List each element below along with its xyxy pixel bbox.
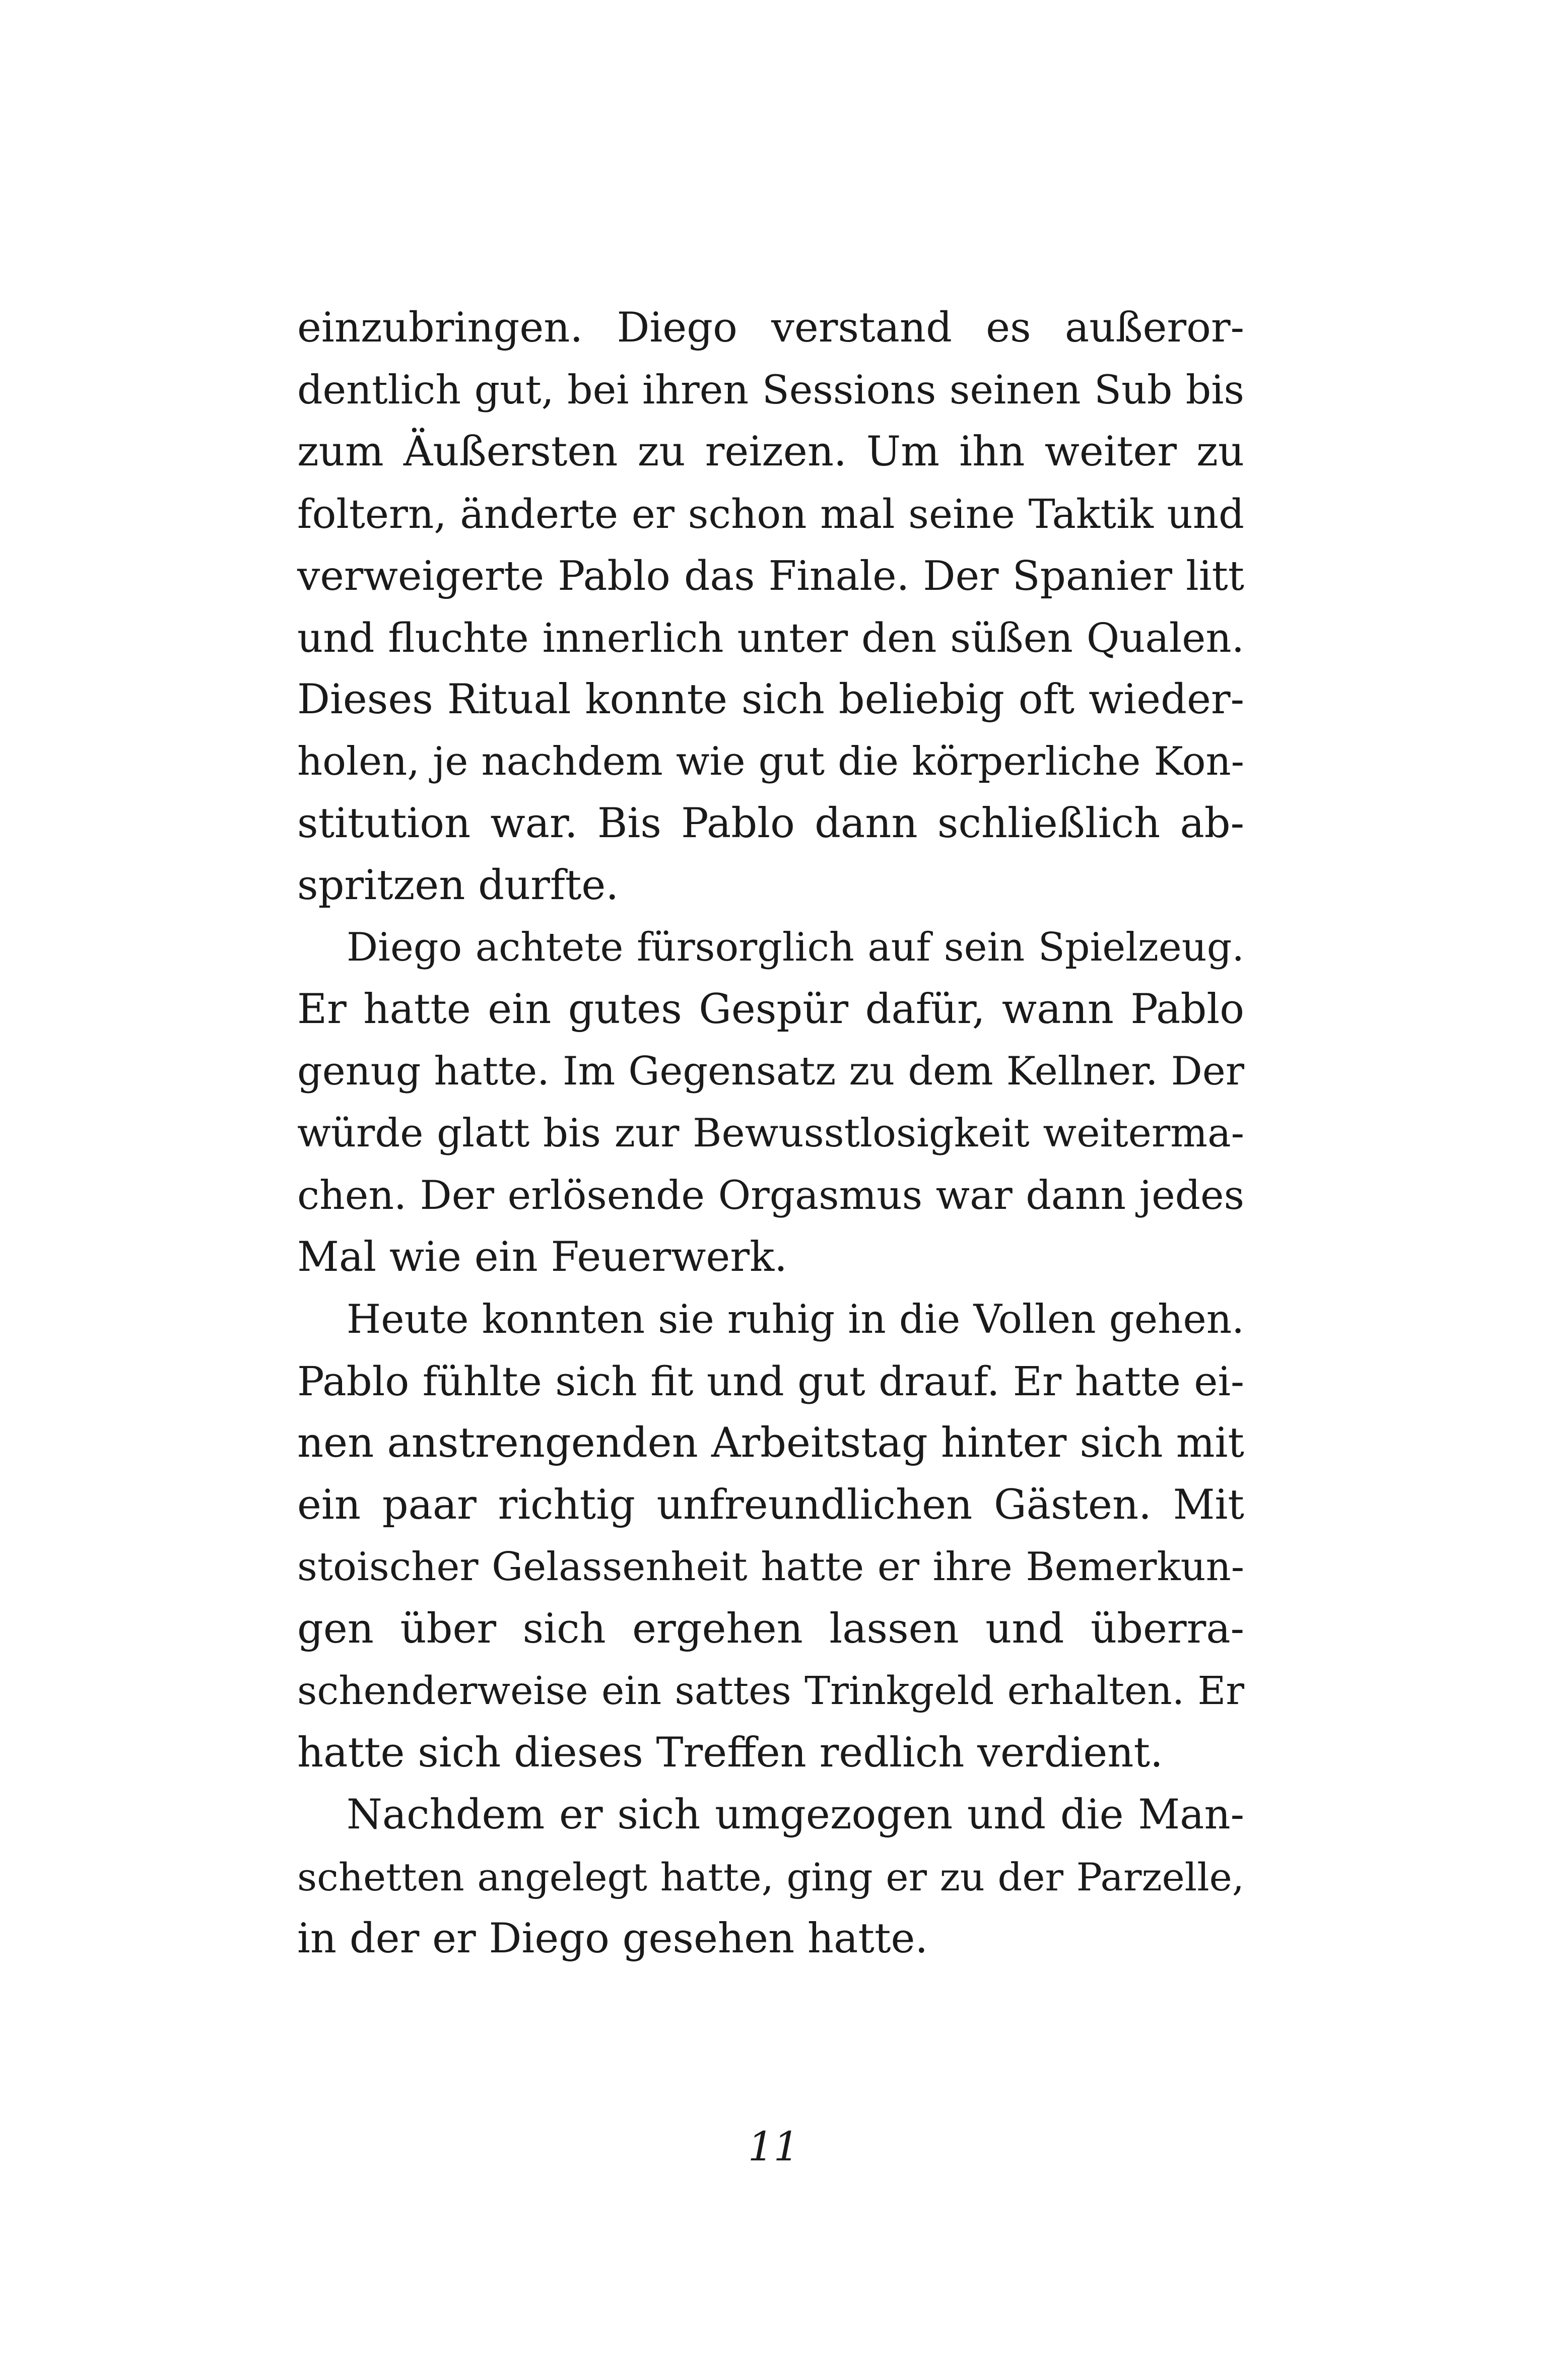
text-line: holen, je nachdem wie gut die körperliche Kon- xyxy=(297,739,1244,784)
text-line: foltern, änderte er schon mal seine Taktik und xyxy=(297,491,1244,537)
text-line: Er hatte ein gutes Gespür dafür, wann Pablo xyxy=(297,986,1244,1033)
text-line: hatte sich dieses Treffen redlich verdient. xyxy=(297,1729,1163,1777)
text-line: gen über sich ergehen lassen und überra- xyxy=(297,1605,1244,1653)
text-line: Nachdem er sich umgezogen und die Man- xyxy=(347,1791,1244,1839)
text-line: einzubringen. Diego verstand es außeror- xyxy=(297,304,1244,352)
text-line: dentlich gut, bei ihren Sessions seinen Sub bis xyxy=(297,367,1244,413)
body-text xyxy=(297,297,1244,1970)
text-line: Dieses Ritual konnte sich beliebig oft wieder- xyxy=(297,676,1244,723)
text-line: genug hatte. Im Gegensatz zu dem Kellner. Der xyxy=(297,1049,1244,1094)
text-line: Heute konnten sie ruhig in die Vollen gehen. xyxy=(347,1297,1244,1342)
text-line: zum Äußersten zu reizen. Um ihn weiter zu xyxy=(297,428,1244,475)
text-line: verweigerte Pablo das Finale. Der Spanier litt xyxy=(297,552,1244,599)
text-line: stitution war. Bis Pablo dann schließlich ab- xyxy=(297,800,1244,847)
text-line: schetten angelegt hatte, ging er zu der Parzelle, xyxy=(297,1855,1244,1899)
text-line: Pablo fühlte sich fit und gut drauf. Er hatte ei- xyxy=(297,1358,1244,1405)
text-line: ein paar richtig unfreundlichen Gästen. Mit xyxy=(297,1481,1244,1529)
text-line: in der er Diego gesehen hatte. xyxy=(297,1915,928,1962)
text-line: würde glatt bis zur Bewusstlosigkeit weiterma- xyxy=(297,1111,1244,1156)
text-line: spritzen durfte. xyxy=(297,862,619,909)
text-line: Mal wie ein Feuerwerk. xyxy=(297,1234,787,1281)
text-line: nen anstrengenden Arbeitstag hinter sich mit xyxy=(297,1419,1244,1467)
text-line: Diego achtete fürsorglich auf sein Spielzeug. xyxy=(347,925,1244,970)
page-number: 11 xyxy=(748,2123,799,2170)
text-line: stoischer Gelassenheit hatte er ihre Bemerkun- xyxy=(297,1544,1244,1590)
text-line: chen. Der erlösende Orgasmus war dann jedes xyxy=(297,1172,1244,1218)
text-line: schenderweise ein sattes Trinkgeld erhalten. Er xyxy=(297,1669,1244,1714)
text-line: und fluchte innerlich unter den süßen Qualen. xyxy=(297,615,1244,661)
